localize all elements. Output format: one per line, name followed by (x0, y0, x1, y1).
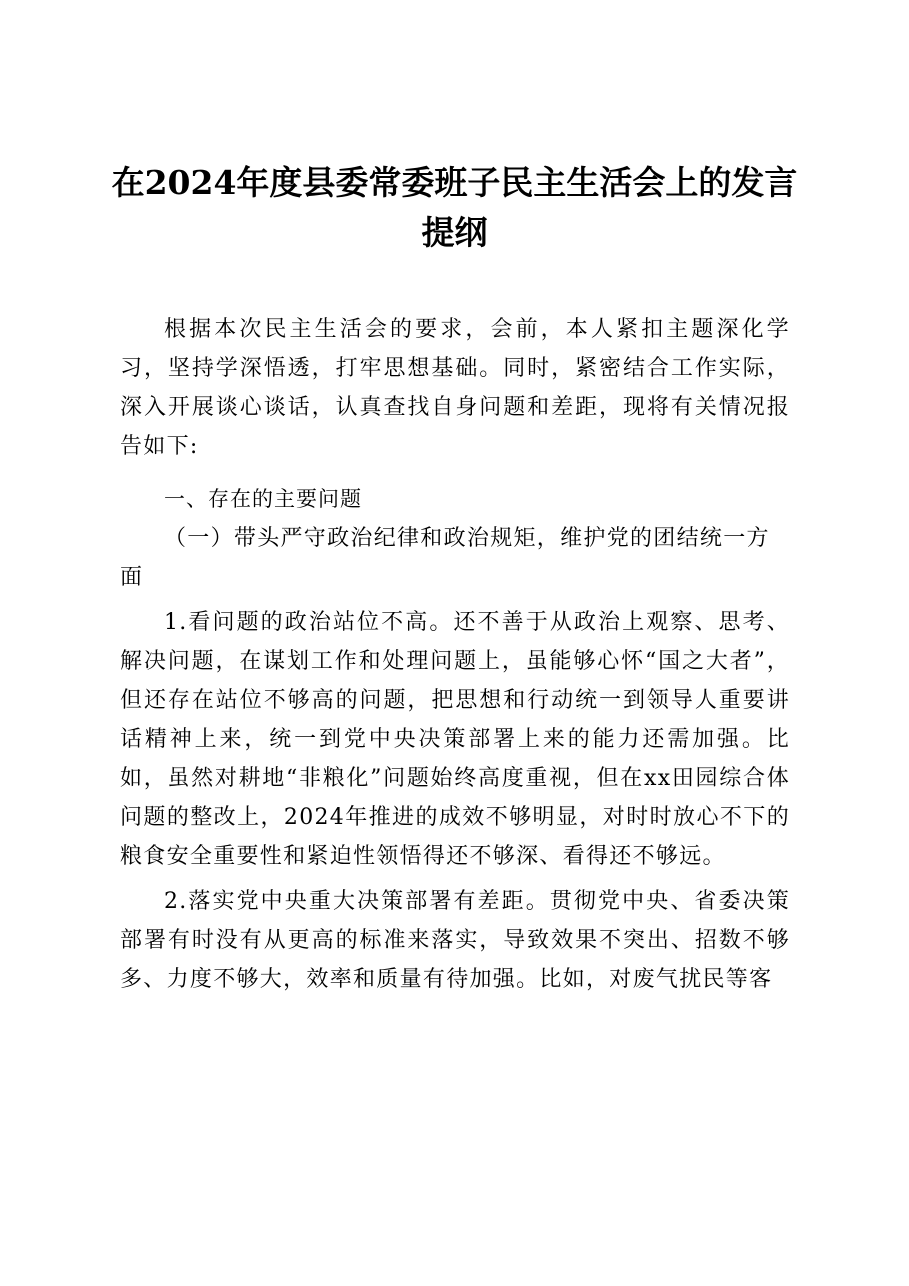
point-paragraph-1: 1.看问题的政治站位不高。还不善于从政治上观察、思考、解决问题，在谋划工作和处理问题上，虽能够心怀“国之大者”，但还存在站位不够高的问题，把思想和行动统一到领导人重要讲话精神上来，统一到党中央决策部署上来的能力还需加强。比如，虽然对耕地“非粮化”问题始终高度重视，但在xx田园综合体问题的整改上，2024年推进的成效不够明显，对时时放心不下的粮食安全重要性和紧迫性领悟得还不够深、看得还不够远。 (120, 610, 790, 869)
document-body (120, 310, 790, 999)
intro-paragraph: 根据本次民主生活会的要求，会前，本人紧扣主题深化学习，坚持学深悟透，打牢思想基础。同时，紧密结合工作实际，深入开展谈心谈话，认真查找自身问题和差距，现将有关情况报告如下: (120, 317, 790, 459)
subsection-heading-1: （一）带头严守政治纪律和政治规矩，维护党的团结统一方面 (120, 526, 770, 590)
title-line-2: 提纲 (421, 213, 488, 252)
section-heading-1: 一、存在的主要问题 (164, 487, 362, 511)
document-title (100, 158, 809, 258)
title-line-1: 在2024年度县委常委班子民主生活会上的发言 (111, 163, 798, 202)
point-paragraph-2: 2.落实党中央重大决策部署有差距。贯彻党中央、省委决策部署有时没有从更高的标准来落实，导致效果不突出、招数不够多、力度不够大，效率和质量有待加强。比如，对废气扰民等客 (120, 889, 790, 992)
